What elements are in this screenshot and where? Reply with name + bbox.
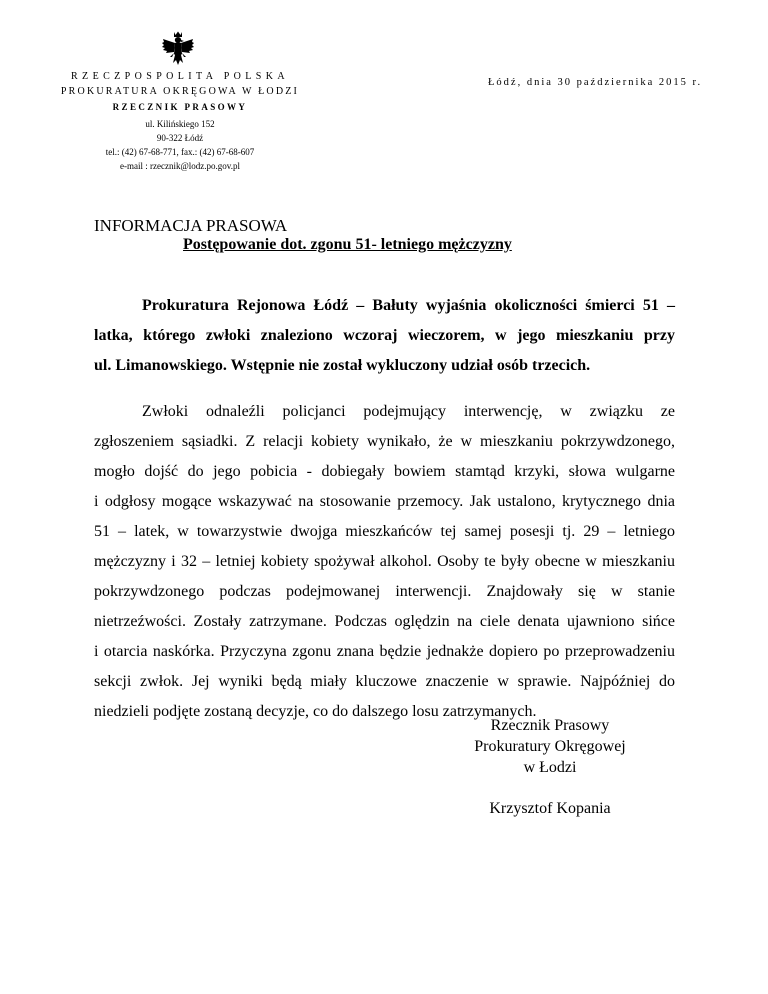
body-line: sekcji zwłok. Jej wyniki będą miały kluczowe znaczenie w sprawie. Najpóźniej do — [94, 673, 675, 690]
department-name: RZECZNIK PRASOWY — [112, 102, 248, 112]
signature-city: w Łodzi — [523, 759, 577, 776]
body-line: nietrzeźwości. Zostały zatrzymane. Podczas oględzin na ciele denata ujawniono sińce — [94, 613, 675, 630]
signature-block — [450, 715, 650, 819]
body-line: zgłoszeniem sąsiadki. Z relacji kobiety wynikało, że w mieszkaniu pokrzywdzonego, — [94, 433, 675, 450]
polish-eagle-emblem-icon — [160, 30, 196, 68]
body-line: pokrzywdzonego podczas podejmowanej interwencji. Znajdowały się w stanie — [94, 583, 675, 600]
body-line: i otarcia naskórka. Przyczyna zgonu znana będzie jednakże dopiero po przeprowadzeniu — [94, 643, 675, 660]
body-line: mogło dojść do jego pobicia - dobiegały bowiem stamtąd krzyki, słowa wulgarne — [94, 463, 675, 480]
document-subtitle: Postępowanie dot. zgonu 51- letniego mężczyzny — [183, 236, 512, 253]
signature-institution: Prokuratury Okręgowej — [474, 738, 626, 755]
signature-name: Krzysztof Kopania — [489, 800, 611, 817]
body-line: Zwłoki odnaleźli policjanci podejmujący interwencję, w związku ze — [142, 403, 675, 420]
address-city: 90-322 Łódź — [156, 133, 204, 143]
lead-line: Prokuratura Rejonowa Łódź – Bałuty wyjaśnia okoliczności śmierci 51 – — [142, 297, 675, 314]
letterhead — [40, 70, 320, 173]
country-name: RZECZPOSPOLITA POLSKA — [70, 71, 289, 82]
office-name: PROKURATURA OKRĘGOWA W ŁODZI — [60, 86, 300, 97]
document-date: Łódź, dnia 30 października 2015 r. — [488, 77, 703, 88]
signature-role: Rzecznik Prasowy — [490, 717, 610, 734]
body-line: 51 – latek, w towarzystwie dwojga mieszkańców tej samej posesji tj. 29 – letniego — [94, 523, 675, 540]
contact-email: e-mail : rzecznik@lodz.po.gov.pl — [120, 161, 240, 171]
address-street: ul. Kilińskiego 152 — [145, 119, 215, 129]
body-line: i odgłosy mogące wskazywać na stosowanie przemocy. Jak ustalono, krytycznego dnia — [94, 493, 675, 510]
lead-paragraph — [94, 291, 675, 381]
lead-line: latka, którego zwłoki znaleziono wczoraj wieczorem, w jego mieszkaniu przy — [94, 327, 675, 344]
lead-line: ul. Limanowskiego. Wstępnie nie został wykluczony udział osób trzecich. — [94, 357, 591, 374]
contact-phone: tel.: (42) 67-68-771, fax.: (42) 67-68-607 — [105, 147, 255, 157]
body-line: niedzieli podjęte zostaną decyzje, co do dalszego losu zatrzymanych. — [94, 703, 537, 720]
body-line: mężczyzny i 32 – letniej kobiety spożywał alkohol. Osoby te były obecne w mieszkaniu — [94, 553, 675, 570]
document-title: INFORMACJA PRASOWA — [94, 216, 288, 235]
body-paragraph — [94, 397, 675, 727]
